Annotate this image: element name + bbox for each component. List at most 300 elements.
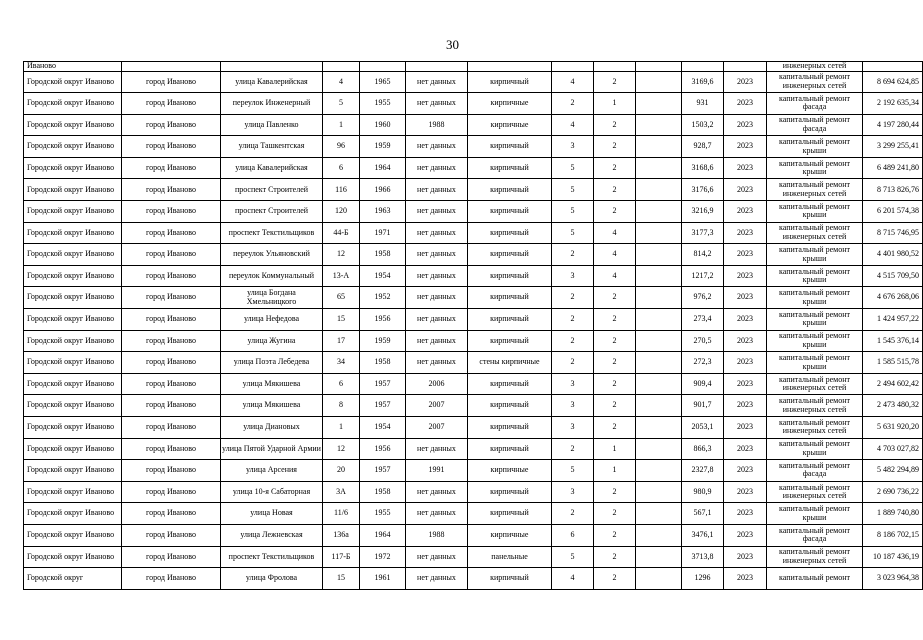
cell-work-type: капитальный ремонт xyxy=(767,568,863,590)
cell-work-type: капитальный ремонт инженерных сетей xyxy=(767,546,863,568)
cell-street: улица Кавалерийская xyxy=(221,71,323,93)
cell-area: 976,2 xyxy=(682,287,724,309)
cell-municipality: Городской округ Иваново xyxy=(24,330,122,352)
cell-cost: 6 489 241,80 xyxy=(863,157,923,179)
cell-municipality: Городской округ Иваново xyxy=(24,201,122,223)
cell-house-number: 1 xyxy=(323,114,360,136)
cell-year-built: 1964 xyxy=(360,157,406,179)
cell-plan-year: 2023 xyxy=(724,481,767,503)
cell-street: улица Ташкентская xyxy=(221,136,323,158)
cell-year-built: 1954 xyxy=(360,417,406,439)
cell-year-renovated: нет данных xyxy=(406,568,468,590)
cell-house-number: 65 xyxy=(323,287,360,309)
table-row xyxy=(24,373,923,395)
cell-area: 3216,9 xyxy=(682,201,724,223)
cell-floors: 5 xyxy=(552,460,594,482)
cell-street: улица 10-я Сабаторная xyxy=(221,481,323,503)
cell-year-renovated: 1991 xyxy=(406,460,468,482)
cell-floors: 2 xyxy=(552,330,594,352)
cell-municipality: Городской округ Иваново xyxy=(24,373,122,395)
cell-entrances: 4 xyxy=(594,222,636,244)
cell-year-renovated: нет данных xyxy=(406,244,468,266)
table-row xyxy=(24,417,923,439)
cell-year-built: 1971 xyxy=(360,222,406,244)
cell-cost: 1 545 376,14 xyxy=(863,330,923,352)
cell-area: 1217,2 xyxy=(682,265,724,287)
cell-cost: 8 715 746,95 xyxy=(863,222,923,244)
cell-plan-year: 2023 xyxy=(724,524,767,546)
cell-empty xyxy=(221,62,323,72)
cell-settlement: город Иваново xyxy=(122,330,221,352)
cell-cost: 1 424 957,22 xyxy=(863,309,923,331)
cell-house-number: 20 xyxy=(323,460,360,482)
cell-empty xyxy=(636,503,682,525)
cell-municipality: Городской округ Иваново xyxy=(24,309,122,331)
cell-work-type: капитальный ремонт крыши xyxy=(767,244,863,266)
cell-empty xyxy=(594,62,636,72)
cell-area: 3176,6 xyxy=(682,179,724,201)
cell-house-number: 116 xyxy=(323,179,360,201)
cell-settlement: город Иваново xyxy=(122,568,221,590)
cell-plan-year: 2023 xyxy=(724,244,767,266)
cell-cost: 4 703 027,82 xyxy=(863,438,923,460)
cell-floors: 3 xyxy=(552,265,594,287)
cell-entrances: 2 xyxy=(594,524,636,546)
cell-work-type: капитальный ремонт крыши xyxy=(767,352,863,374)
cell-floors: 3 xyxy=(552,373,594,395)
cell-year-built: 1958 xyxy=(360,352,406,374)
cell-settlement: город Иваново xyxy=(122,395,221,417)
cell-street: улица Диановых xyxy=(221,417,323,439)
cell-cost: 4 197 280,44 xyxy=(863,114,923,136)
cell-entrances: 2 xyxy=(594,287,636,309)
cell-entrances: 2 xyxy=(594,136,636,158)
cell-work-type: капитальный ремонт инженерных сетей xyxy=(767,222,863,244)
cell-wall-material: стены кирпичные xyxy=(468,352,552,374)
cell-work-type: капитальный ремонт инженерных сетей xyxy=(767,179,863,201)
table-row xyxy=(24,136,923,158)
cell-street: улица Павленко xyxy=(221,114,323,136)
cell-year-renovated: нет данных xyxy=(406,157,468,179)
cell-empty xyxy=(468,62,552,72)
cell-wall-material: кирпичный xyxy=(468,71,552,93)
cell-empty xyxy=(724,62,767,72)
cell-wall-material: кирпичный xyxy=(468,503,552,525)
cell-floors: 2 xyxy=(552,309,594,331)
cell-empty xyxy=(636,568,682,590)
cell-year-renovated: нет данных xyxy=(406,481,468,503)
cell-municipality: Городской округ Иваново xyxy=(24,136,122,158)
cell-year-built: 1961 xyxy=(360,568,406,590)
cell-municipality: Городской округ Иваново xyxy=(24,503,122,525)
cell-street: улица Фролова xyxy=(221,568,323,590)
cell-house-number: 6 xyxy=(323,157,360,179)
cell-entrances: 2 xyxy=(594,309,636,331)
cell-year-renovated: 1988 xyxy=(406,524,468,546)
table-row xyxy=(24,222,923,244)
table-row xyxy=(24,481,923,503)
cell-street: улица Мякишева xyxy=(221,395,323,417)
cell-area: 931 xyxy=(682,93,724,115)
cell-year-renovated: нет данных xyxy=(406,309,468,331)
cell-entrances: 2 xyxy=(594,71,636,93)
cell-entrances: 1 xyxy=(594,438,636,460)
table-row xyxy=(24,546,923,568)
cell-empty xyxy=(636,395,682,417)
cell-municipality: Городской округ Иваново xyxy=(24,93,122,115)
cell-settlement: город Иваново xyxy=(122,201,221,223)
table-row xyxy=(24,201,923,223)
cell-empty xyxy=(636,546,682,568)
cell-cost: 1 585 515,78 xyxy=(863,352,923,374)
cell-floors: 4 xyxy=(552,114,594,136)
table-row xyxy=(24,503,923,525)
cell-area: 909,4 xyxy=(682,373,724,395)
cell-work-type: капитальный ремонт крыши xyxy=(767,136,863,158)
cell-street: переулок Ульяновский xyxy=(221,244,323,266)
cell-wall-material: кирпичный xyxy=(468,438,552,460)
cell-house-number: 44-Б xyxy=(323,222,360,244)
cell-plan-year: 2023 xyxy=(724,136,767,158)
cell-cost: 4 676 268,06 xyxy=(863,287,923,309)
cell-wall-material: кирпичный xyxy=(468,136,552,158)
cell-work-type: инженерных сетей xyxy=(767,62,863,72)
cell-street: улица Поэта Лебедева xyxy=(221,352,323,374)
cell-entrances: 2 xyxy=(594,179,636,201)
cell-floors: 5 xyxy=(552,201,594,223)
cell-year-built: 1965 xyxy=(360,71,406,93)
cell-entrances: 1 xyxy=(594,93,636,115)
cell-house-number: 15 xyxy=(323,309,360,331)
cell-work-type: капитальный ремонт крыши xyxy=(767,438,863,460)
cell-cost: 1 889 740,80 xyxy=(863,503,923,525)
cell-street: переулок Инженерный xyxy=(221,93,323,115)
cell-settlement: город Иваново xyxy=(122,287,221,309)
cell-year-renovated: нет данных xyxy=(406,438,468,460)
cell-settlement: город Иваново xyxy=(122,438,221,460)
cell-floors: 3 xyxy=(552,136,594,158)
cell-empty xyxy=(636,62,682,72)
cell-settlement: город Иваново xyxy=(122,503,221,525)
cell-year-built: 1956 xyxy=(360,438,406,460)
cell-street: улица Новая xyxy=(221,503,323,525)
cell-floors: 6 xyxy=(552,524,594,546)
cell-empty xyxy=(636,114,682,136)
cell-plan-year: 2023 xyxy=(724,222,767,244)
cell-plan-year: 2023 xyxy=(724,309,767,331)
cell-empty xyxy=(636,265,682,287)
cell-floors: 2 xyxy=(552,287,594,309)
cell-house-number: 1 xyxy=(323,417,360,439)
cell-cost: 2 473 480,32 xyxy=(863,395,923,417)
cell-street: улица Пятой Ударной Армии xyxy=(221,438,323,460)
cell-area: 980,9 xyxy=(682,481,724,503)
cell-street: улица Мякишева xyxy=(221,373,323,395)
cell-cost: 4 515 709,50 xyxy=(863,265,923,287)
cell-empty xyxy=(636,93,682,115)
cell-work-type: капитальный ремонт инженерных сетей xyxy=(767,373,863,395)
cell-area: 273,4 xyxy=(682,309,724,331)
cell-empty xyxy=(636,309,682,331)
cell-year-built: 1958 xyxy=(360,481,406,503)
cell-plan-year: 2023 xyxy=(724,395,767,417)
cell-year-renovated: 2007 xyxy=(406,417,468,439)
cell-plan-year: 2023 xyxy=(724,546,767,568)
cell-plan-year: 2023 xyxy=(724,503,767,525)
cell-settlement: город Иваново xyxy=(122,481,221,503)
cell-entrances: 2 xyxy=(594,373,636,395)
cell-area: 270,5 xyxy=(682,330,724,352)
cell-empty xyxy=(636,481,682,503)
cell-cost: 8 186 702,15 xyxy=(863,524,923,546)
cell-empty xyxy=(682,62,724,72)
cell-year-built: 1960 xyxy=(360,114,406,136)
cell-year-renovated: нет данных xyxy=(406,201,468,223)
table-row xyxy=(24,460,923,482)
cell-entrances: 2 xyxy=(594,114,636,136)
cell-empty xyxy=(360,62,406,72)
cell-street: улица Нефедова xyxy=(221,309,323,331)
cell-year-built: 1952 xyxy=(360,287,406,309)
cell-settlement: город Иваново xyxy=(122,244,221,266)
cell-year-renovated: нет данных xyxy=(406,136,468,158)
cell-settlement: город Иваново xyxy=(122,265,221,287)
table-row xyxy=(24,244,923,266)
cell-plan-year: 2023 xyxy=(724,352,767,374)
cell-area: 3169,6 xyxy=(682,71,724,93)
cell-floors: 2 xyxy=(552,438,594,460)
cell-settlement: город Иваново xyxy=(122,114,221,136)
cell-settlement: город Иваново xyxy=(122,417,221,439)
cell-house-number: 96 xyxy=(323,136,360,158)
cell-empty xyxy=(863,62,923,72)
cell-floors: 4 xyxy=(552,568,594,590)
cell-empty xyxy=(636,373,682,395)
cell-year-renovated: 2007 xyxy=(406,395,468,417)
table-row xyxy=(24,309,923,331)
cell-house-number: 5 xyxy=(323,93,360,115)
cell-wall-material: кирпичный xyxy=(468,395,552,417)
cell-wall-material: кирпичный xyxy=(468,481,552,503)
cell-house-number: 3А xyxy=(323,481,360,503)
cell-plan-year: 2023 xyxy=(724,93,767,115)
cell-municipality: Городской округ Иваново xyxy=(24,179,122,201)
table-row xyxy=(24,62,923,72)
cell-wall-material: кирпичные xyxy=(468,460,552,482)
cell-work-type: капитальный ремонт крыши xyxy=(767,330,863,352)
cell-year-built: 1963 xyxy=(360,201,406,223)
cell-cost: 5 631 920,20 xyxy=(863,417,923,439)
table-row xyxy=(24,114,923,136)
cell-municipality: Городской округ Иваново xyxy=(24,287,122,309)
cell-year-renovated: нет данных xyxy=(406,287,468,309)
cell-year-renovated: нет данных xyxy=(406,503,468,525)
cell-floors: 4 xyxy=(552,71,594,93)
cell-plan-year: 2023 xyxy=(724,71,767,93)
cell-entrances: 1 xyxy=(594,460,636,482)
cell-area: 2327,8 xyxy=(682,460,724,482)
cell-entrances: 2 xyxy=(594,157,636,179)
cell-empty xyxy=(552,62,594,72)
cell-empty xyxy=(636,71,682,93)
cell-house-number: 11/6 xyxy=(323,503,360,525)
cell-wall-material: кирпичный xyxy=(468,179,552,201)
cell-settlement: город Иваново xyxy=(122,373,221,395)
cell-street: проспект Текстильщиков xyxy=(221,546,323,568)
cell-wall-material: кирпичный xyxy=(468,201,552,223)
cell-empty xyxy=(636,136,682,158)
cell-entrances: 2 xyxy=(594,568,636,590)
cell-year-built: 1954 xyxy=(360,265,406,287)
cell-year-built: 1959 xyxy=(360,136,406,158)
cell-floors: 5 xyxy=(552,157,594,179)
cell-floors: 3 xyxy=(552,417,594,439)
cell-entrances: 2 xyxy=(594,417,636,439)
cell-work-type: капитальный ремонт инженерных сетей xyxy=(767,71,863,93)
cell-wall-material: кирпичный xyxy=(468,330,552,352)
cell-entrances: 2 xyxy=(594,546,636,568)
cell-work-type: капитальный ремонт крыши xyxy=(767,201,863,223)
cell-municipality: Иваново xyxy=(24,62,122,72)
cell-wall-material: кирпичный xyxy=(468,222,552,244)
cell-settlement: город Иваново xyxy=(122,460,221,482)
cell-year-built: 1957 xyxy=(360,373,406,395)
cell-year-renovated: нет данных xyxy=(406,352,468,374)
cell-settlement: город Иваново xyxy=(122,179,221,201)
cell-plan-year: 2023 xyxy=(724,438,767,460)
cell-plan-year: 2023 xyxy=(724,114,767,136)
cell-area: 3177,3 xyxy=(682,222,724,244)
cell-entrances: 4 xyxy=(594,244,636,266)
cell-floors: 5 xyxy=(552,546,594,568)
cell-settlement: город Иваново xyxy=(122,546,221,568)
cell-house-number: 117-Б xyxy=(323,546,360,568)
cell-plan-year: 2023 xyxy=(724,265,767,287)
cell-cost: 5 482 294,89 xyxy=(863,460,923,482)
cell-settlement: город Иваново xyxy=(122,157,221,179)
cell-cost: 10 187 436,19 xyxy=(863,546,923,568)
cell-work-type: капитальный ремонт инженерных сетей xyxy=(767,481,863,503)
cell-entrances: 2 xyxy=(594,503,636,525)
cell-plan-year: 2023 xyxy=(724,179,767,201)
cell-empty xyxy=(636,460,682,482)
cell-municipality: Городской округ Иваново xyxy=(24,546,122,568)
cell-street: проспект Текстильщиков xyxy=(221,222,323,244)
cell-work-type: капитальный ремонт инженерных сетей xyxy=(767,395,863,417)
cell-house-number: 8 xyxy=(323,395,360,417)
table-row xyxy=(24,71,923,93)
cell-cost: 2 494 602,42 xyxy=(863,373,923,395)
cell-wall-material: кирпичные xyxy=(468,93,552,115)
cell-year-built: 1955 xyxy=(360,503,406,525)
cell-work-type: капитальный ремонт фасада xyxy=(767,524,863,546)
cell-wall-material: кирпичный xyxy=(468,157,552,179)
cell-entrances: 2 xyxy=(594,352,636,374)
cell-municipality: Городской округ Иваново xyxy=(24,222,122,244)
cell-street: улица Жугина xyxy=(221,330,323,352)
table-row xyxy=(24,438,923,460)
cell-floors: 2 xyxy=(552,244,594,266)
cell-wall-material: кирпичный xyxy=(468,265,552,287)
cell-year-built: 1958 xyxy=(360,244,406,266)
cell-empty xyxy=(636,179,682,201)
cell-year-built: 1957 xyxy=(360,395,406,417)
cell-area: 567,1 xyxy=(682,503,724,525)
cell-year-built: 1966 xyxy=(360,179,406,201)
cell-entrances: 2 xyxy=(594,395,636,417)
cell-area: 814,2 xyxy=(682,244,724,266)
cell-area: 3476,1 xyxy=(682,524,724,546)
cell-year-built: 1957 xyxy=(360,460,406,482)
table-row xyxy=(24,524,923,546)
cell-plan-year: 2023 xyxy=(724,373,767,395)
cell-settlement: город Иваново xyxy=(122,309,221,331)
cell-year-built: 1964 xyxy=(360,524,406,546)
cell-year-built: 1955 xyxy=(360,93,406,115)
cell-empty xyxy=(323,62,360,72)
cell-plan-year: 2023 xyxy=(724,568,767,590)
cell-cost: 2 690 736,22 xyxy=(863,481,923,503)
cell-plan-year: 2023 xyxy=(724,201,767,223)
cell-municipality: Городской округ Иваново xyxy=(24,157,122,179)
cell-municipality: Городской округ Иваново xyxy=(24,438,122,460)
cell-area: 1296 xyxy=(682,568,724,590)
cell-empty xyxy=(636,157,682,179)
cell-wall-material: кирпичный xyxy=(468,568,552,590)
cell-municipality: Городской округ Иваново xyxy=(24,114,122,136)
cell-cost: 8 713 826,76 xyxy=(863,179,923,201)
cell-work-type: капитальный ремонт инженерных сетей xyxy=(767,417,863,439)
table-row xyxy=(24,352,923,374)
cell-cost: 8 694 624,85 xyxy=(863,71,923,93)
cell-wall-material: кирпичный xyxy=(468,309,552,331)
cell-wall-material: панельные xyxy=(468,546,552,568)
cell-work-type: капитальный ремонт крыши xyxy=(767,309,863,331)
cell-entrances: 2 xyxy=(594,481,636,503)
cell-plan-year: 2023 xyxy=(724,157,767,179)
cell-area: 3713,8 xyxy=(682,546,724,568)
cell-street: улица Богдана Хмельницкого xyxy=(221,287,323,309)
cell-settlement: город Иваново xyxy=(122,352,221,374)
cell-floors: 3 xyxy=(552,481,594,503)
cell-empty xyxy=(636,330,682,352)
cell-settlement: город Иваново xyxy=(122,71,221,93)
cell-work-type: капитальный ремонт крыши xyxy=(767,157,863,179)
cell-floors: 2 xyxy=(552,93,594,115)
cell-municipality: Городской округ Иваново xyxy=(24,524,122,546)
cell-street: улица Арсения xyxy=(221,460,323,482)
cell-work-type: капитальный ремонт крыши xyxy=(767,287,863,309)
cell-house-number: 4 xyxy=(323,71,360,93)
cell-house-number: 136а xyxy=(323,524,360,546)
cell-empty xyxy=(406,62,468,72)
cell-house-number: 15 xyxy=(323,568,360,590)
cell-empty xyxy=(636,287,682,309)
cell-year-renovated: 1988 xyxy=(406,114,468,136)
cell-street: переулок Коммунальный xyxy=(221,265,323,287)
cell-floors: 3 xyxy=(552,395,594,417)
cell-empty xyxy=(636,438,682,460)
cell-settlement: город Иваново xyxy=(122,136,221,158)
cell-street: проспект Строителей xyxy=(221,201,323,223)
table-row xyxy=(24,265,923,287)
cell-year-renovated: нет данных xyxy=(406,546,468,568)
cell-plan-year: 2023 xyxy=(724,330,767,352)
page-number: 30 xyxy=(446,37,459,52)
cell-house-number: 120 xyxy=(323,201,360,223)
cell-house-number: 34 xyxy=(323,352,360,374)
cell-year-renovated: нет данных xyxy=(406,330,468,352)
